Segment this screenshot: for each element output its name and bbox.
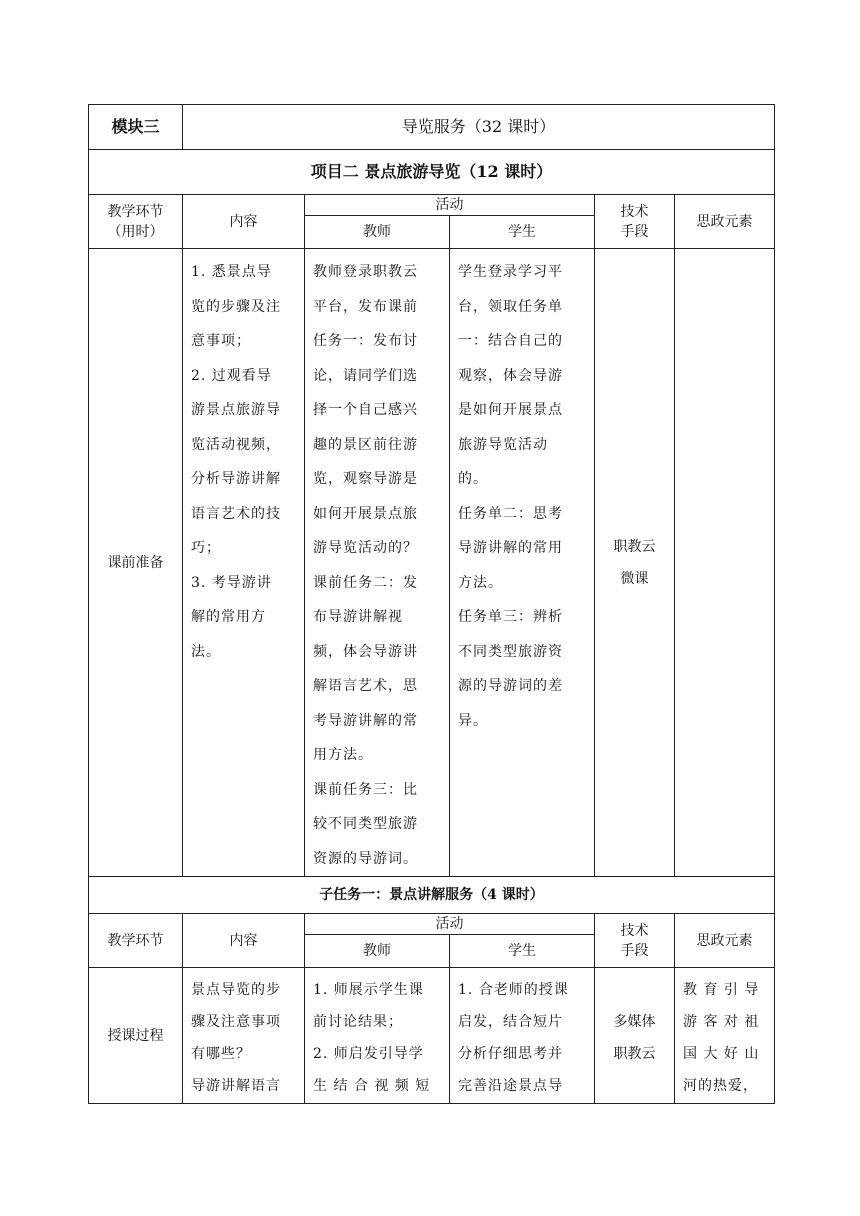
header2-ideology: 思政元素 — [675, 914, 775, 968]
section2-content: 景点导览的步 骤及注意事项 有哪些？ 导游讲解语言 — [183, 968, 305, 1104]
module-title: 导览服务（32 课时） — [183, 105, 775, 150]
subtask-title: 子任务一：景点讲解服务（4 课时） — [89, 877, 775, 914]
module-label: 模块三 — [89, 105, 183, 150]
section1-tech: 职教云 微课 — [595, 249, 675, 877]
header-stage-text: 教学环节（用时） — [107, 203, 164, 240]
section1-student: 学生登录学习平 台，领取任务单 一：结合自己的 观察，体会导游 是如何开展景点 旅游导览活动 的。 任务单二：思考 导游讲解的常用 方法。 任务单三：辨析 不同类型旅游资 源的导游词的差 异。 — [450, 249, 595, 877]
header2-content: 内容 — [183, 914, 305, 968]
header-student: 学生 — [450, 216, 595, 249]
project-title: 项目二 景点旅游导览（12 课时） — [89, 150, 775, 195]
header2-student: 学生 — [450, 935, 595, 968]
section1-stage: 课前准备 — [89, 249, 183, 877]
header-content: 内容 — [183, 195, 305, 249]
section1-content: 1. 悉景点导 览的步骤及注 意事项； 2. 过观看导 游景点旅游导 览活动视频， 分析导游讲解 语言艺术的技 巧； 3. 考导游讲 解的常用方 法。 — [183, 249, 305, 877]
header-ideology: 思政元素 — [675, 195, 775, 249]
section2-ideology: 教 育 引 导 游 客 对 祖 国 大 好 山 河的热爱， — [675, 968, 775, 1104]
lesson-plan-table — [88, 104, 775, 1104]
header2-tech — [595, 914, 675, 968]
section1-ideology — [675, 249, 775, 877]
section2-teacher: 1. 师展示学生课 前讨论结果； 2. 师启发引导学 生 结 合 视 频 短 — [305, 968, 450, 1104]
header-tech-text: 技术手段 — [620, 203, 649, 240]
header2-teacher: 教师 — [305, 935, 450, 968]
header-teacher: 教师 — [305, 216, 450, 249]
section2-stage: 授课过程 — [89, 968, 183, 1104]
header2-stage: 教学环节 — [89, 914, 183, 968]
section2-tech: 多媒体 职教云 — [595, 968, 675, 1104]
section2-student: 1. 合老师的授课 启发，结合短片 分析仔细思考并 完善沿途景点导 — [450, 968, 595, 1104]
header2-activity: 活动 — [305, 914, 595, 935]
header-activity: 活动 — [305, 195, 595, 216]
section1-teacher: 教师登录职教云 平台，发布课前 任务一：发布讨 论，请同学们选 择一个自己感兴 趣的景区前往游 览，观察导游是 如何开展景点旅 游导览活动的？ 课前任务二：发 布导游讲解视 频，体会导游讲 解语言艺术，思 考导游讲解的常 用方法。 课前任务三：比 较不同类型旅游 资源的导游词。 — [305, 249, 450, 877]
header-stage — [89, 195, 183, 249]
header2-tech-text: 技术手段 — [620, 922, 649, 959]
header-tech — [595, 195, 675, 249]
